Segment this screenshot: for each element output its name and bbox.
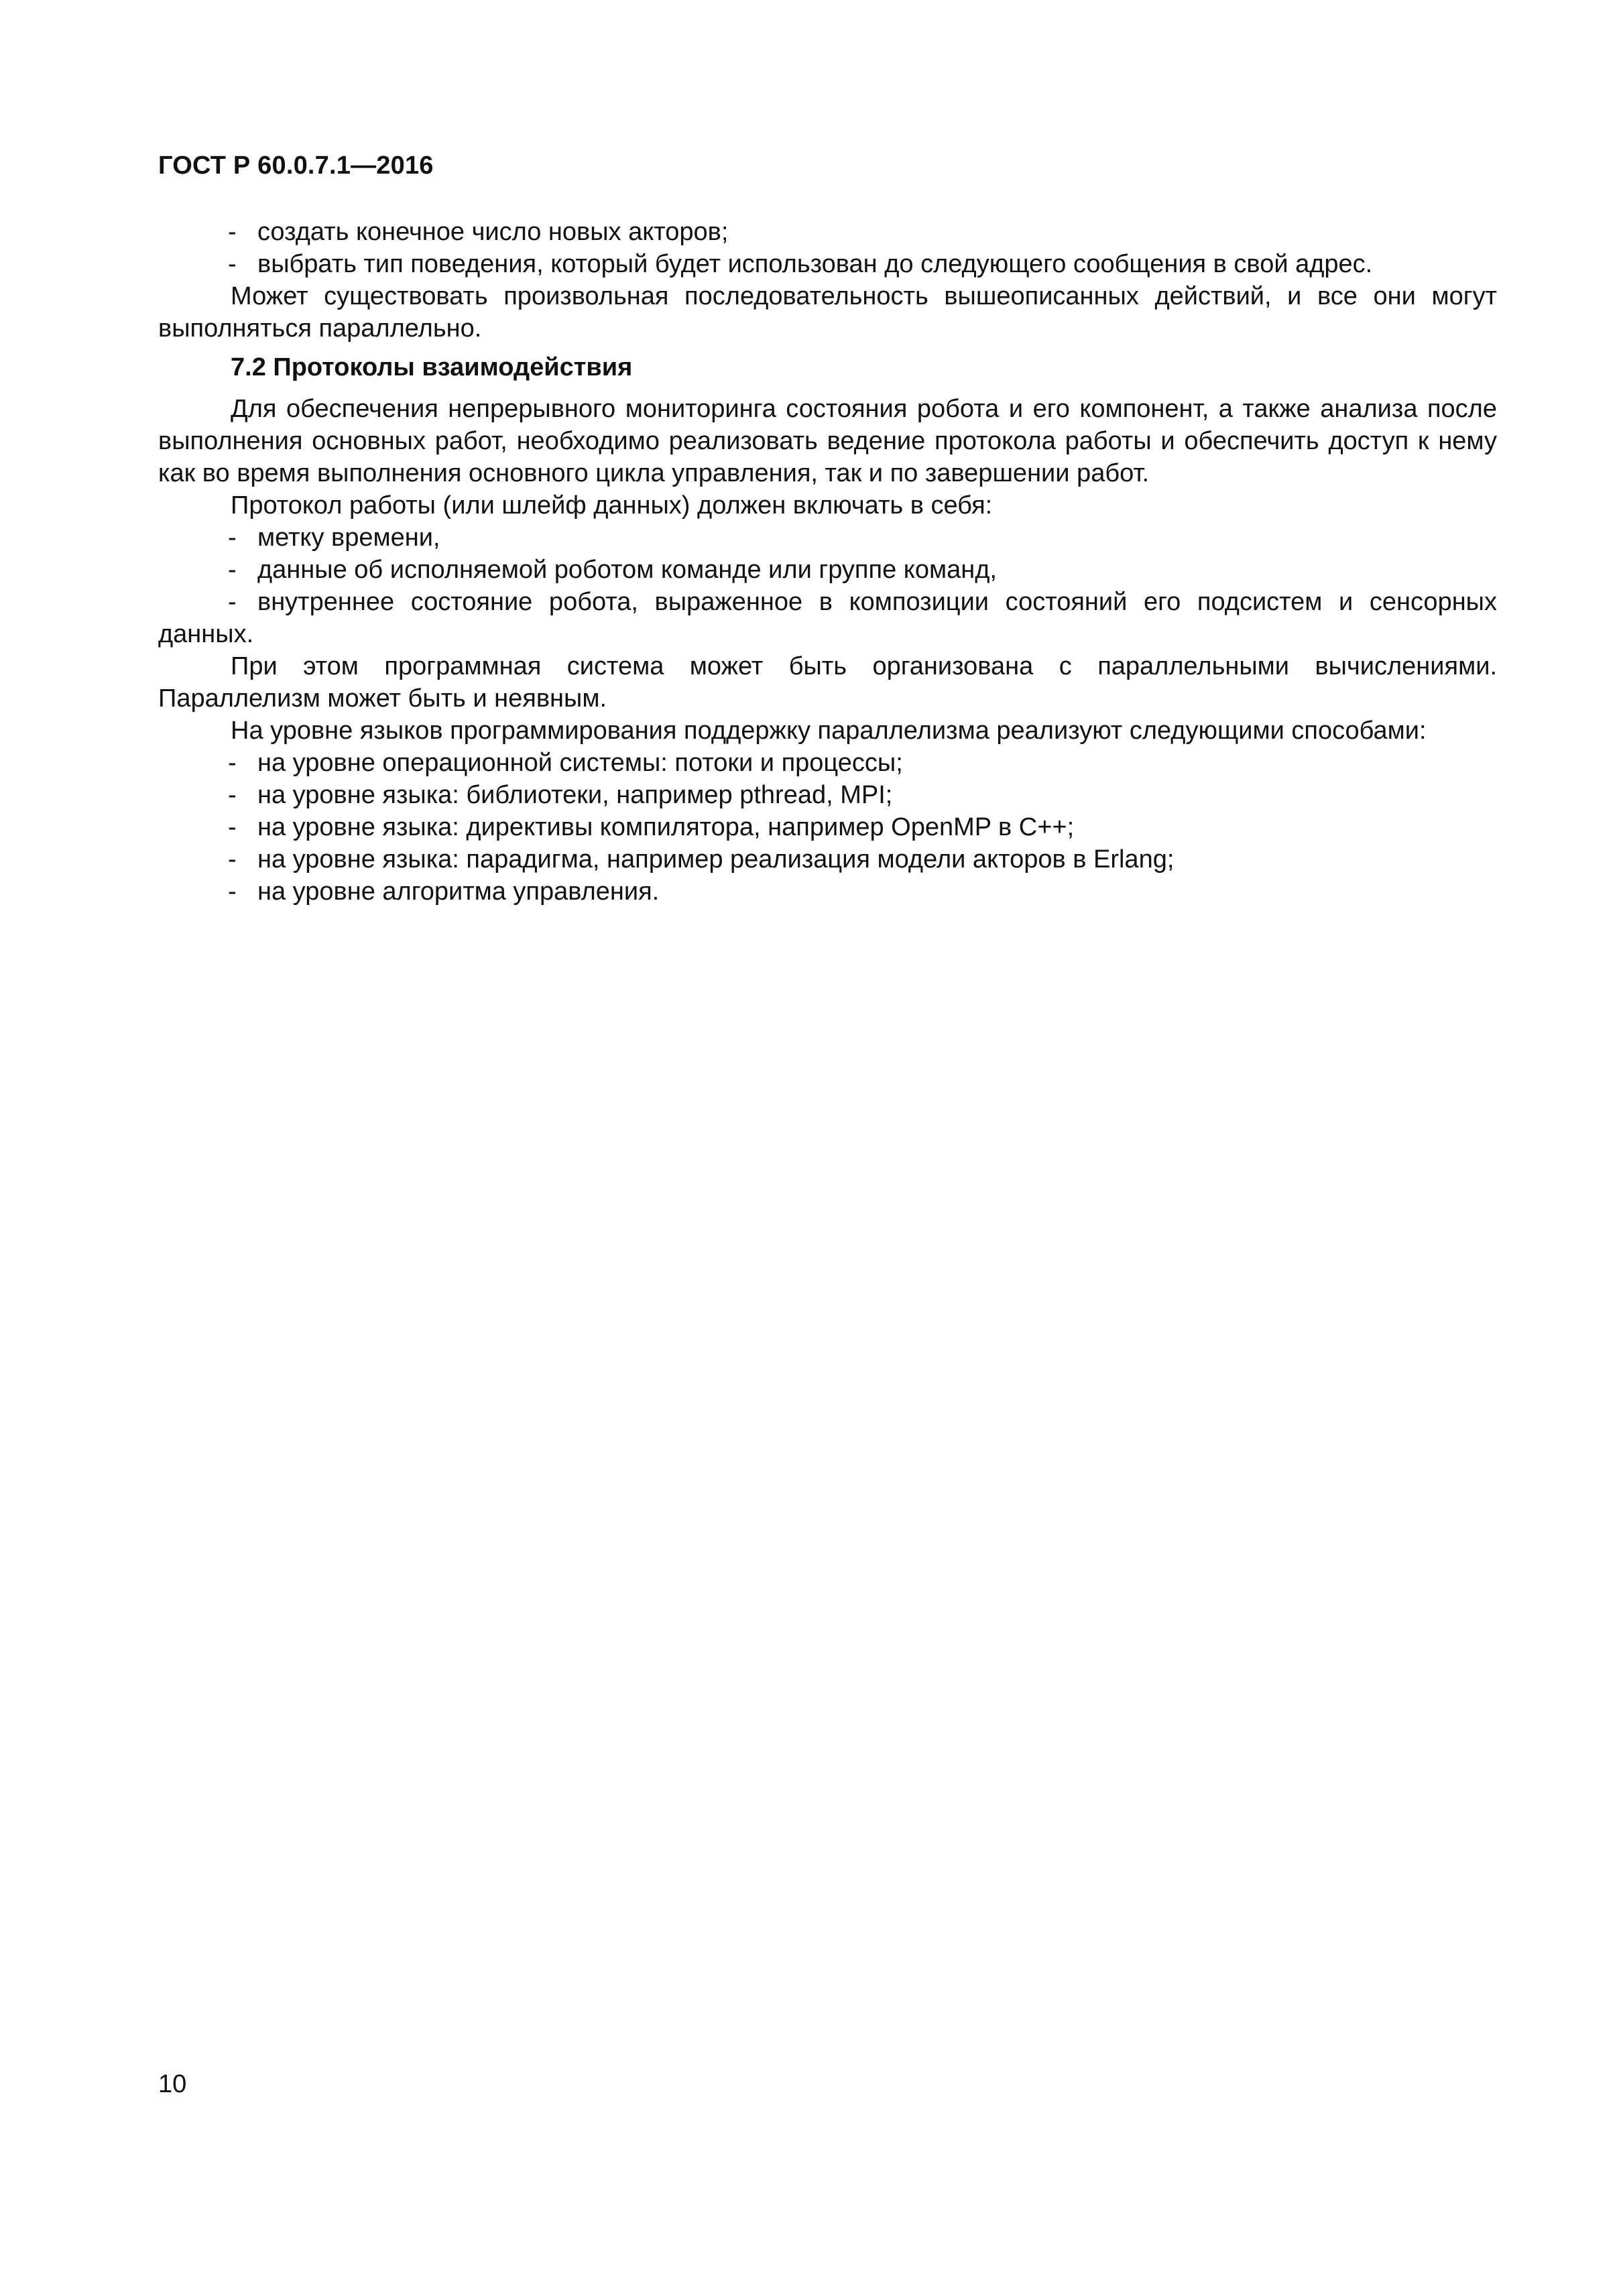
list-item [158, 216, 1497, 248]
page-number: 10 [158, 2070, 187, 2098]
paragraph: Может существовать произвольная последовательность вышеописанных действий, и все они могут выполняться параллельно. [158, 282, 1497, 343]
list-item-text: метку времени, [257, 524, 440, 552]
list-item [158, 811, 1497, 843]
list-item [158, 554, 1497, 586]
paragraph: На уровне языков программирования поддержку параллелизма реализуют следующими способами: [231, 717, 1427, 745]
list-item [158, 875, 1497, 908]
list-item-text: на уровне языка: парадигма, например реализация модели акторов в Erlang; [257, 845, 1175, 873]
list-item-text: на уровне языка: библиотеки, например pthread, MPI; [257, 781, 893, 809]
list-dash: - [228, 556, 237, 584]
list-item [158, 522, 1497, 554]
list-dash: - [228, 749, 237, 777]
list-item-text: данные об исполняемой роботом команде или группе команд, [257, 556, 997, 584]
paragraph: При этом программная система может быть организована с параллельными вычислениями. Параллелизм может быть и неявным. [158, 652, 1497, 713]
list-dash: - [228, 588, 237, 616]
list-dash: - [228, 813, 237, 841]
list-item-text: выбрать тип поведения, который будет использован до следующего сообщения в свой адрес. [257, 250, 1373, 278]
list-dash: - [228, 781, 237, 809]
list-item [158, 843, 1497, 875]
list-item [158, 586, 1497, 650]
list-item-text: внутреннее состояние робота, выраженное в композиции состояний его подсистем и сенсорных данных. [158, 588, 1497, 648]
list-item-text: на уровне алгоритма управления. [257, 878, 660, 906]
paragraph: Для обеспечения непрерывного мониторинга состояния робота и его компонент, а также анализа после выполнения основных работ, необходимо реализовать ведение протокола работы и обеспечить доступ к нему как во время выполнения основного цикла управления, так и по завершении работ. [158, 395, 1497, 487]
list-dash: - [228, 524, 237, 552]
list-dash: - [228, 250, 237, 278]
list-item [158, 747, 1497, 779]
document-body [158, 216, 1497, 908]
list-dash: - [228, 845, 237, 873]
list-item-text: создать конечное число новых акторов; [257, 218, 729, 246]
list-dash: - [228, 878, 237, 906]
list-dash: - [228, 218, 237, 246]
document-header: ГОСТ Р 60.0.7.1—2016 [158, 152, 434, 180]
list-item [158, 779, 1497, 811]
paragraph: Протокол работы (или шлейф данных) должен включать в себя: [231, 491, 993, 520]
list-item-text: на уровне языка: директивы компилятора, например OpenMP в C++; [257, 813, 1075, 841]
list-item [158, 248, 1497, 280]
section-heading: 7.2 Протоколы взаимодействия [231, 353, 633, 381]
list-item-text: на уровне операционной системы: потоки и процессы; [257, 749, 903, 777]
